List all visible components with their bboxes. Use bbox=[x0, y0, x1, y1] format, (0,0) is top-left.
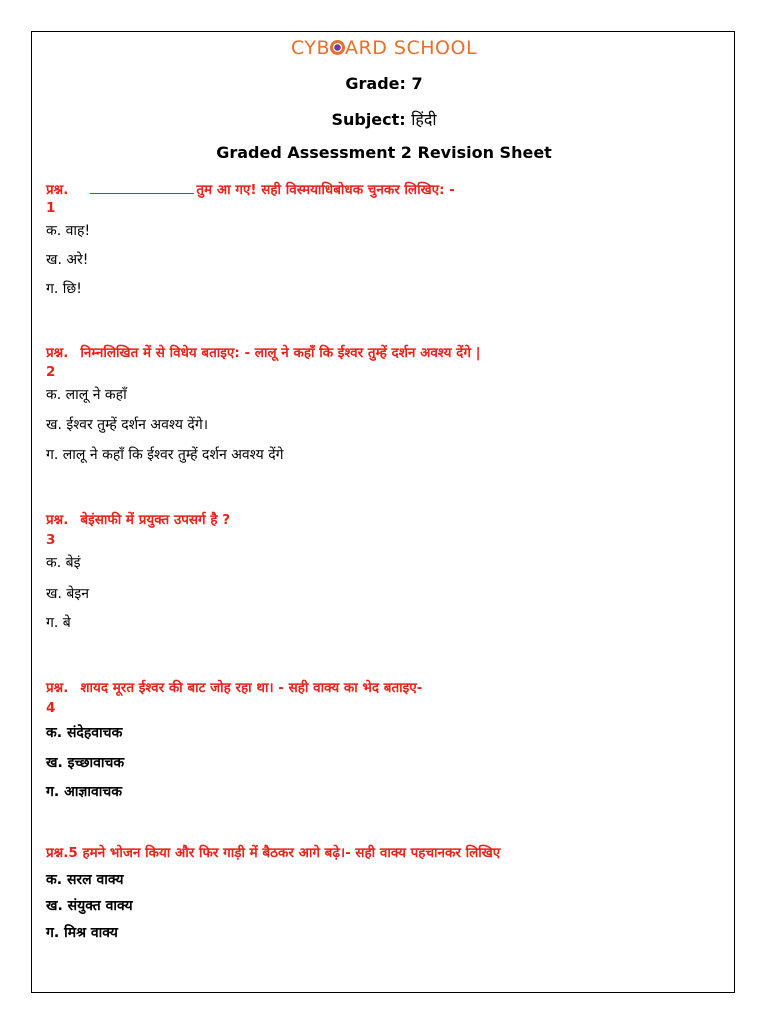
option-c: ग. मिश्र वाक्य bbox=[46, 925, 118, 941]
question-prefix: प्रश्न.5 bbox=[46, 845, 78, 861]
question-number: 4 bbox=[46, 700, 56, 716]
subject-label: Subject: bbox=[331, 110, 406, 129]
question-text: निम्नलिखित में से विधेय बताइए: - लालू ने कहाँ कि ईश्वर तुम्हें दर्शन अवश्य देंगे | bbox=[80, 345, 481, 361]
option-c: ग. आज्ञावाचक bbox=[46, 784, 123, 800]
option-b: ख. ईश्वर तुम्हें दर्शन अवश्य देंगे। bbox=[46, 417, 209, 433]
subject-value: हिंदी bbox=[411, 110, 437, 129]
question-prefix: प्रश्न. bbox=[46, 345, 69, 361]
question-text: हमने भोजन किया और फिर गाड़ी में बैठकर आगे बढ़े।- सही वाक्य पहचानकर लिखिए bbox=[82, 845, 501, 861]
option-a: क. सरल वाक्य bbox=[46, 872, 124, 888]
subject-heading bbox=[0, 108, 768, 130]
option-b: ख. अरे! bbox=[46, 252, 89, 268]
question-text: बेइंसाफी में प्रयुक्त उपसर्ग है ? bbox=[80, 512, 231, 528]
option-c: ग. छि! bbox=[46, 281, 82, 297]
answer-blank bbox=[90, 193, 194, 194]
question-text: शायद मूरत ईश्वर की बाट जोह रहा था। - सही वाक्य का भेद बताइए- bbox=[80, 680, 423, 696]
grade-heading: Grade: 7 bbox=[345, 74, 423, 93]
question-2 bbox=[46, 343, 481, 361]
school-logo bbox=[0, 37, 768, 59]
logo-text-left: CYB bbox=[290, 37, 331, 59]
option-a: क. संदेहवाचक bbox=[46, 725, 123, 741]
option-c: ग. लालू ने कहाँ कि ईश्वर तुम्हें दर्शन अवश्य देंगे bbox=[46, 447, 284, 463]
option-c: ग. बे bbox=[46, 615, 71, 631]
sheet-title: Graded Assessment 2 Revision Sheet bbox=[216, 143, 552, 162]
question-4 bbox=[46, 678, 422, 696]
question-1 bbox=[46, 180, 455, 198]
question-prefix: प्रश्न. bbox=[46, 182, 69, 198]
question-prefix: प्रश्न. bbox=[46, 680, 69, 696]
logo-text-right: ARD SCHOOL bbox=[345, 37, 478, 59]
option-a: क. बेइं bbox=[46, 555, 81, 571]
question-number: 1 bbox=[46, 200, 56, 216]
question-3 bbox=[46, 510, 230, 528]
option-b: ख. इच्छावाचक bbox=[46, 755, 125, 771]
question-prefix: प्रश्न. bbox=[46, 512, 69, 528]
logo-orb-icon bbox=[330, 40, 345, 55]
option-a: क. वाह! bbox=[46, 223, 91, 239]
question-text: तुम आ गए! सही विस्मयाधिबोधक चुनकर लिखिए: - bbox=[196, 182, 455, 198]
question-number: 3 bbox=[46, 532, 56, 548]
question-5 bbox=[46, 843, 500, 861]
option-b: ख. बेइन bbox=[46, 586, 89, 602]
option-a: क. लालू ने कहाँ bbox=[46, 387, 127, 403]
question-number: 2 bbox=[46, 364, 56, 380]
option-b: ख. संयुक्त वाक्य bbox=[46, 898, 133, 914]
